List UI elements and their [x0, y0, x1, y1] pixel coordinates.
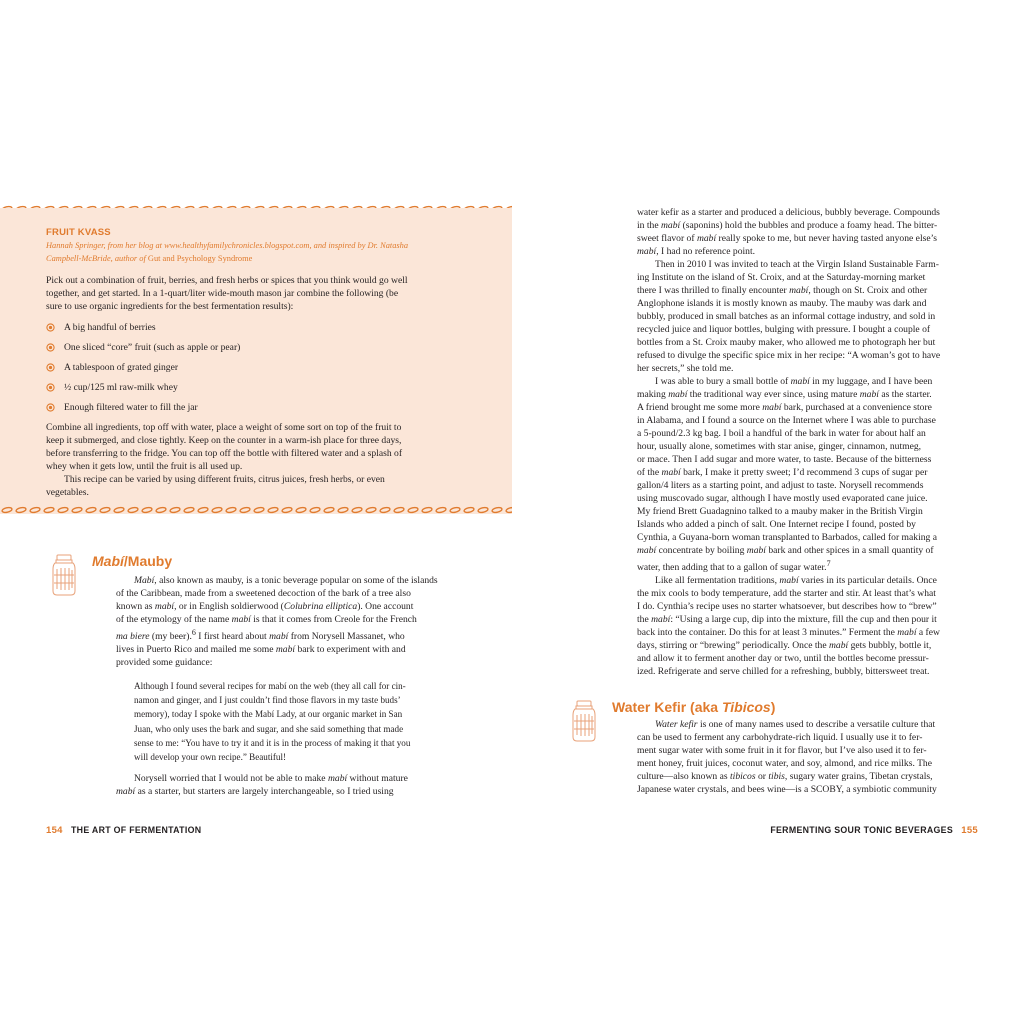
text-line: the mabí: “Using a large cup, dip into the mixture, fill the cup and then pour it: [637, 614, 937, 626]
text-line: Japanese water crystals, and bees wine—is a SCOBY, a symbiotic community: [637, 784, 937, 795]
text-line: refused to divulge the specific spice mix in her recipe: “A woman’s got to have: [637, 350, 941, 361]
text-line: bubbly, produced in small batches as an informal cottage industry, and sold in: [637, 311, 936, 322]
text-line: can be used to ferment any carbohydrate-rich liquid. I usually use it to fer-: [637, 732, 923, 743]
text-line: and allow it to ferment another day or two, until the bottles become pressur-: [637, 653, 929, 665]
text-line: the mix cools to body temperature, add the starter and stir. At least that’s what: [637, 588, 936, 600]
right-page: [512, 0, 1024, 1024]
text-line: back into the container. Do this for at least 3 minutes.” Ferment the mabí a few: [637, 627, 940, 639]
text-line: known as mabí, or in English soldierwood (Colubrina elliptica). One account: [116, 601, 414, 612]
list-item: Enough filtered water to fill the jar: [46, 401, 461, 414]
text-line: of the Caribbean, made from a sweetened decoction of the bark of a tree also: [116, 588, 411, 599]
list-item: One sliced “core” fruit (such as apple or pear): [46, 341, 461, 354]
text-line: ing Institute on the island of St. Croix, and at the Saturday-morning market: [637, 272, 926, 283]
text-line: ment sugar water with some fruit in it for flavor, but I’ve also used it to fer-: [637, 745, 927, 756]
running-title: THE ART OF FERMENTATION: [71, 825, 202, 835]
text-line: recycled juice and liquor bottles, bulging with pressure. I bought a couple of: [637, 324, 931, 335]
mabi-continued-body: [637, 206, 987, 678]
footer-left: [46, 825, 201, 836]
text-line: ment honey, fruit juices, coconut water, and soy, almond, and rice milks. The: [637, 758, 932, 769]
section-title-water-kefir: Water Kefir (aka Tibicos): [612, 699, 776, 715]
text-line: of the mabí bark, I make it pretty sweet; I’d recommend 3 cups of sugar per: [637, 467, 928, 478]
ingredient-list: [46, 321, 461, 414]
recipe-intro: Pick out a combination of fruit, berries, and fresh herbs or spices that you think would go well together, and get started. In a 1-quart/liter wide-mouth mason jar combine the following (be sure to use organic ingredients for the best fermentation results):: [46, 275, 408, 312]
text-line: in Alabama, and I found a source on the Internet where I was able to purchase: [637, 415, 936, 426]
text-line: Cynthia, a Guyana-born woman transplanted to Barbados, called for making a: [637, 532, 937, 543]
book-title: Gut and Psychology Syndrome: [147, 254, 253, 263]
text-line: A friend brought me some more mabí bark, purchased at a convenience store: [637, 402, 932, 413]
text-line: Anglophone islands it is mostly known as mauby. The mauby was dark and: [637, 298, 927, 309]
circle-bullet-icon: [46, 343, 55, 352]
text-line: water kefir as a starter and produced a delicious, bubbly beverage. Compounds: [637, 207, 940, 218]
text-line: sweet flavor of mabí really spoke to me, but never having tasted anyone else’s: [637, 233, 937, 244]
text-line: mabí concentrate by boiling mabí bark and other spices in a small quantity of: [637, 545, 934, 556]
text-line: Mabí, also known as mauby, is a tonic beverage popular on some of the islands: [134, 575, 438, 586]
text-line: Like all fermentation traditions, mabí varies in its particular details. Once: [655, 575, 937, 587]
text-line: using muscovado sugar, although I have mostly used evaporated cane juice.: [637, 493, 928, 504]
water-kefir-body: [637, 718, 987, 796]
mabi-body: [116, 574, 466, 669]
list-item: ½ cup/125 ml raw-milk whey: [46, 381, 461, 394]
text-line: ized. Refrigerate and serve chilled for a refreshing, bubbly, bittersweet treat.: [637, 666, 930, 678]
text-line: water, then adding that to a gallon of sugar water.$^7$: [637, 559, 831, 574]
text-line: provided some guidance:: [116, 657, 213, 669]
text-line: lives in Puerto Rico and mailed me some mabí bark to experiment with and: [116, 644, 406, 656]
recipe-credit: Hannah Springer, from her blog at www.healthyfamilychronicles.blogspot.com, and inspired by Dr. Natasha Campbell-McBride, author of Gut and Psychology Syndrome: [46, 241, 409, 263]
block-quote: Although I found several recipes for mabí on the web (they all call for cin- namon and ginger, and I just couldn’t find those flavors in my taste buds’ memory), today I spoke with the Mabí Lady, at our organic market in San Juan, who only uses the bark and sugar, and she said something that made sense to me: “You have to try it and it is in the process of making it that you will develop your own recipe.” Beautiful!: [134, 681, 411, 763]
list-item: A tablespoon of grated ginger: [46, 361, 461, 374]
circle-bullet-icon: [46, 383, 55, 392]
mason-jar-icon: [50, 553, 78, 597]
text-line: there I was thrilled to finally encounter mabí, though on St. Croix and other: [637, 285, 928, 296]
circle-bullet-icon: [46, 323, 55, 332]
page-number: 155: [961, 825, 978, 836]
footer-right: [770, 825, 978, 836]
circle-bullet-icon: [46, 403, 55, 412]
text-line: of the etymology of the name mabí is that it comes from Creole for the French: [116, 614, 417, 625]
text-line: ma biere (my beer).$^6$ I first heard about mabí from Norysell Massanet, who: [116, 628, 405, 643]
text-line: My friend Brett Guadagnino talked to a mauby maker in the British Virgin: [637, 506, 923, 517]
section-title-mabi: Mabí/Mauby: [92, 553, 173, 569]
text-line: in the mabí (saponins) hold the bubbles and produce a foamy head. The bitter-: [637, 220, 938, 231]
text-line: making mabí the traditional way ever since, using mature mabí as the starter.: [637, 389, 932, 400]
text-line: days, stirring or “brewing” periodically. Once the mabí gets bubbly, bottle it,: [637, 640, 932, 652]
mabi-after-quote: [116, 772, 466, 798]
chain-border-bottom: [0, 506, 512, 514]
running-title: FERMENTING SOUR TONIC BEVERAGES: [770, 825, 953, 835]
text-line: I was able to bury a small bottle of mabí in my luggage, and I have been: [655, 376, 933, 387]
text-line: I do. Cynthia’s recipe uses no starter whatsoever, but describes how to “brew”: [637, 601, 937, 613]
text-line: hour, usually alone, sometimes with star anise, ginger, cinnamon, nutmeg,: [637, 441, 922, 452]
text-line: Norysell worried that I would not be able to make mabí without mature: [134, 773, 408, 784]
text-line: mabí as a starter, but starters are largely interchangeable, so I tried using: [116, 786, 394, 797]
text-line: Then in 2010 I was invited to teach at the Virgin Island Sustainable Farm-: [655, 259, 939, 270]
circle-bullet-icon: [46, 363, 55, 372]
text-line: culture—also known as tibicos or tibis, sugary water grains, Tibetan crystals,: [637, 771, 933, 782]
text-line: Islands who added a pinch of salt. One Internet recipe I found, posted by: [637, 519, 916, 530]
text-line: Water kefir is one of many names used to describe a versatile culture that: [655, 719, 936, 730]
text-line: mabí, I had no reference point.: [637, 246, 756, 257]
recipe-directions: Combine all ingredients, top off with water, place a weight of some sort on top of the fruit to keep it submerged, and close tightly. Keep on the counter in a warm-ish place for three days, before transferring to the fridge. You can top off the bottle with filtered water and a splash of whey when it gets low, until the fruit is all used up.: [46, 422, 403, 472]
recipe-box: [46, 226, 461, 499]
mason-jar-icon: [570, 699, 598, 743]
text-line: a 5-pound/2.3 kg bag. I boil a handful of the bark in water for about half an: [637, 428, 926, 439]
recipe-variation: This recipe can be varied by using different fruits, citrus juices, fresh herbs, or even vegetables.: [46, 474, 385, 498]
page-number: 154: [46, 825, 63, 836]
text-line: gallon/4 liters as a starting point, and adjust to taste. Norysell recommends: [637, 480, 924, 491]
text-line: or mace. Then I add sugar and more water, to taste. Because of the bitterness: [637, 454, 932, 465]
text-line: her secrets,” she told me.: [637, 363, 734, 374]
text-line: bottles from a St. Croix mauby maker, who allowed me to photograph her but: [637, 337, 936, 348]
list-item: A big handful of berries: [46, 321, 461, 334]
recipe-title: FRUIT KVASS: [46, 227, 111, 238]
